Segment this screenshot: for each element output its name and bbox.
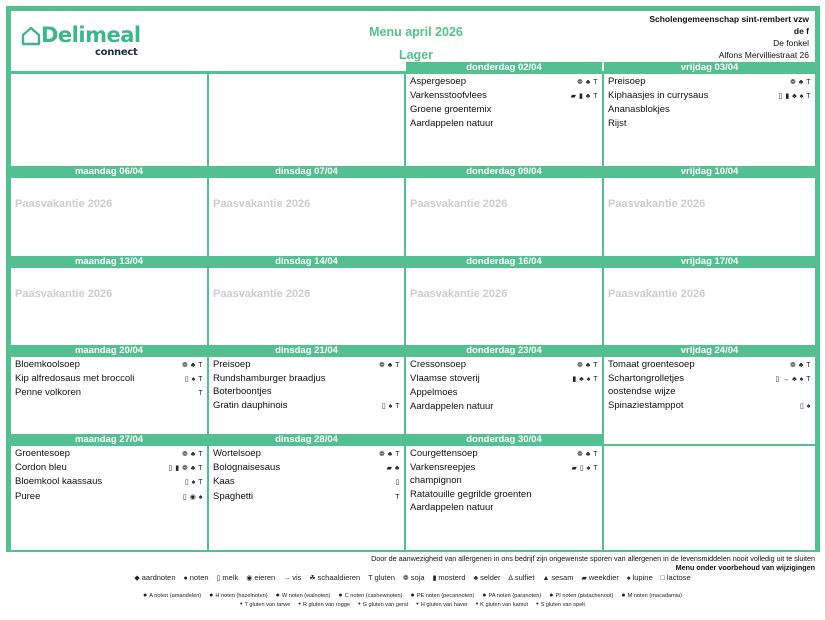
legend-label: eieren: [254, 573, 276, 582]
legend-item: [358, 602, 408, 608]
day-cell: [604, 166, 815, 266]
vacation-label: Paasvakantie 2026: [213, 288, 311, 300]
dish-row: [604, 117, 815, 130]
dish-name: Wortelsoep: [213, 448, 261, 459]
dish-list: [209, 358, 404, 413]
day-header: donderdag 02/04: [406, 62, 602, 74]
legend-item: [542, 573, 573, 582]
dish-name: Bolognaisesaus: [213, 462, 281, 474]
nut-icon: ●: [621, 592, 626, 599]
legend-label: lupine: [632, 573, 653, 582]
dish-name: Aardappelen natuur: [410, 501, 494, 513]
vacation-label: Paasvakantie 2026: [15, 288, 113, 300]
allergen-icons: T: [395, 493, 400, 501]
menu-title: Menu april 2026: [369, 25, 463, 39]
legend-item: [209, 593, 267, 599]
allergen-icons: ▰ ▮ ♣ T: [570, 93, 598, 101]
allergen-icons: ❁ ♣ T: [379, 451, 400, 458]
allergen-icons: ▮ ♣ ♠ T: [572, 376, 598, 384]
fish-icon: →: [283, 575, 291, 582]
gluten-legend: [0, 601, 825, 608]
day-cell: [209, 166, 404, 266]
dish-name: Groentesoep: [15, 448, 70, 459]
legend-label: mosterd: [438, 573, 466, 582]
gluten-icon: •: [298, 601, 301, 608]
legend-item: [536, 602, 585, 608]
legend-item: [581, 573, 618, 582]
nut-icon: ●: [338, 592, 343, 599]
day-header: donderdag 16/04: [406, 256, 602, 268]
crustacean-icon: ☘: [309, 575, 316, 582]
nut-icon: ●: [410, 592, 415, 599]
dish-row: [406, 386, 602, 399]
dish-row: [209, 399, 404, 413]
legend-item: [403, 573, 425, 582]
legend-item: [621, 593, 682, 599]
dish-name: Bloemkoolsoep: [15, 359, 80, 370]
dish-name: Schartongrolletjes oostendse wijze: [608, 373, 685, 398]
dish-name: Boterboontjes: [213, 386, 272, 398]
allergen-icons: ❁ ♣ T: [577, 451, 598, 458]
allergen-icons: ❁ ♣ T: [182, 362, 203, 369]
gluten-icon: •: [240, 601, 243, 608]
allergen-icons: ▯ → ♣ ♠ T: [775, 376, 811, 384]
dish-name: Ananasblokjes: [608, 104, 670, 116]
dish-name: Bloemkool kaassaus: [15, 476, 103, 488]
dish-row: [209, 447, 404, 461]
dish-name: Kiphaasjes in currysaus: [608, 90, 709, 102]
gluten-icon: •: [416, 601, 419, 608]
nut-icon: ●: [183, 575, 188, 582]
dish-row: [406, 501, 602, 514]
legend-label: G gluten van gerst: [362, 602, 409, 608]
legend-label: H noten (hazelnoten): [215, 593, 268, 599]
dish-row: [406, 400, 602, 413]
legend-item: [661, 573, 691, 582]
legend-item: [368, 573, 395, 582]
legend-item: [309, 573, 360, 582]
allergen-icons: ❁ ♣ T: [379, 362, 400, 369]
dish-row: [604, 75, 815, 89]
allergen-icons: ▯ ♠ T: [184, 479, 203, 487]
legend-label: selder: [480, 573, 501, 582]
allergen-icons: ▯ ♠ T: [381, 402, 400, 410]
dish-name: Kaas: [213, 476, 235, 488]
day-header: vrijdag 03/04: [604, 62, 815, 74]
day-cell: [604, 345, 815, 444]
day-cell: [604, 62, 815, 176]
allergen-icons: ▯: [395, 479, 400, 487]
allergen-icons: ▰ ▯ ♠ T: [571, 465, 598, 473]
logo-subtext: connect: [95, 47, 138, 58]
allergen-legend: [0, 573, 825, 582]
legend-item: [283, 573, 301, 582]
legend-label: K gluten van kamut: [480, 602, 529, 608]
legend-label: A noten (amandelen): [149, 593, 202, 599]
legend-label: PE noten (pecannoten): [416, 593, 475, 599]
day-cell: [11, 345, 207, 444]
legend-label: W noten (walnoten): [281, 593, 331, 599]
address-line: De fonkel: [773, 38, 809, 48]
vacation-label: Paasvakantie 2026: [15, 198, 113, 210]
delimeal-logo: [21, 23, 151, 63]
day-cell: [406, 256, 602, 355]
day-cell: [604, 256, 815, 355]
legend-item: [338, 593, 402, 599]
dish-name: Rijst: [608, 117, 627, 129]
vacation-label: Paasvakantie 2026: [608, 198, 706, 210]
allergen-disclaimer: Door de aanwezigheid van allergenen in ons bedrijf zijn ongewenste sporen van allergenen in de levensmiddelen nooit volledig uit te sluiten: [371, 554, 815, 563]
legend-label: schaaldieren: [317, 573, 361, 582]
day-header: maandag 06/04: [11, 166, 207, 178]
day-cell: [209, 434, 404, 550]
vacation-label: Paasvakantie 2026: [608, 288, 706, 300]
dish-row: [406, 447, 602, 461]
legend-label: lactose: [666, 573, 691, 582]
dish-row: [604, 103, 815, 116]
dish-list: [406, 75, 602, 130]
dish-row: [11, 490, 207, 504]
day-cell: [406, 166, 602, 266]
legend-label: weekdier: [588, 573, 619, 582]
address-line: Alfons Mervilliestraat 26: [718, 50, 809, 60]
legend-label: C noten (cashewnoten): [344, 593, 403, 599]
menu-subtitle: Lager: [398, 48, 434, 62]
dish-name: Kip alfredosaus met broccoli: [15, 373, 135, 385]
dish-name: Varkensreepjes champignon: [410, 462, 476, 487]
legend-label: melk: [222, 573, 239, 582]
dish-row: [406, 75, 602, 89]
gluten-icon: •: [536, 601, 539, 608]
legend-item: [246, 573, 275, 582]
dish-list: [406, 447, 602, 514]
dish-row: [406, 358, 602, 372]
day-cell: [11, 74, 207, 176]
dish-name: Vlaamse stoverij: [410, 373, 480, 385]
day-cell: [11, 434, 207, 550]
dish-name: Aardappelen natuur: [410, 117, 494, 129]
dish-row: [406, 372, 602, 386]
legend-item: [184, 573, 209, 582]
lactose-icon: □: [660, 575, 665, 582]
dish-name: Courgettensoep: [410, 448, 478, 459]
dish-name: Puree: [15, 490, 41, 502]
mollusc-icon: ▰: [581, 575, 587, 582]
day-header: vrijdag 10/04: [604, 166, 815, 178]
dish-name: Preisoep: [213, 359, 251, 370]
legend-label: aardnoten: [141, 573, 176, 582]
legend-item: [410, 593, 474, 599]
legend-label: vis: [292, 573, 302, 582]
dish-name: Cressonsoep: [410, 359, 466, 370]
lupin-icon: ♠: [626, 575, 631, 582]
dish-list: [604, 75, 815, 130]
day-cell: [209, 74, 404, 176]
day-cell: [406, 434, 602, 550]
legend-item: [143, 593, 201, 599]
day-header: maandag 27/04: [11, 434, 207, 446]
dish-name: Spinaziestamppot: [608, 399, 684, 411]
logo-text: Delimeal: [41, 23, 141, 47]
legend-label: H gluten van haver: [420, 602, 468, 608]
sulphite-icon: ∆: [508, 575, 513, 582]
day-header: maandag 13/04: [11, 256, 207, 268]
school-short: de f: [793, 26, 809, 36]
allergen-icons: ❁ ♣ T: [577, 362, 598, 369]
legend-label: sulfiet: [514, 573, 535, 582]
day-header: vrijdag 24/04: [604, 345, 815, 357]
allergen-icons: ▯ ▮ ♣ ♠ T: [778, 93, 811, 101]
day-cell: [406, 345, 602, 444]
dish-row: [11, 475, 207, 489]
dish-row: [209, 372, 404, 385]
legend-item: [433, 573, 466, 582]
legend-label: sesam: [551, 573, 574, 582]
allergen-icons: ❁ ♣ T: [182, 451, 203, 458]
celery-icon: ♣: [473, 575, 479, 582]
day-header: donderdag 30/04: [406, 434, 602, 446]
milk-icon: ▯: [216, 575, 221, 582]
dish-name: Penne volkoren: [15, 387, 82, 399]
day-header: dinsdag 14/04: [209, 256, 404, 268]
legend-label: R gluten van rogge: [302, 602, 351, 608]
day-cell: [604, 446, 815, 550]
day-header: dinsdag 21/04: [209, 345, 404, 357]
dish-row: [406, 103, 602, 116]
allergen-icons: ▯ ▮ ❁ ♣ T: [168, 465, 203, 473]
egg-icon: ◉: [246, 575, 253, 582]
allergen-icons: ▯ ◉ ♠: [182, 493, 203, 501]
allergen-icons: ▯ ♠: [799, 402, 811, 410]
dish-row: [11, 372, 207, 386]
menu-note: Menu onder voorbehoud van wijzigingen: [675, 563, 815, 572]
day-header: donderdag 09/04: [406, 166, 602, 178]
allergen-icons: ❁ ♣ T: [790, 362, 811, 369]
day-header: vrijdag 17/04: [604, 256, 815, 268]
school-name: Scholengemeenschap sint-rembert vzw: [649, 14, 809, 24]
nut-icon: ●: [482, 592, 487, 599]
day-cell: [406, 62, 602, 176]
allergen-icons: T: [198, 390, 203, 398]
nut-icon: ●: [143, 592, 148, 599]
day-header: dinsdag 07/04: [209, 166, 404, 178]
legend-item: [549, 593, 613, 599]
dish-row: [209, 461, 404, 475]
legend-label: T gluten van tarwe: [244, 602, 291, 608]
day-header: donderdag 23/04: [406, 345, 602, 357]
legend-label: soja: [410, 573, 425, 582]
nut-icon: ●: [549, 592, 554, 599]
legend-item: [217, 573, 239, 582]
day-cell: [209, 256, 404, 355]
legend-label: M noten (macadamia): [627, 593, 682, 599]
dish-list: [604, 358, 815, 413]
legend-item: [276, 593, 331, 599]
dish-row: [209, 385, 404, 398]
dish-row: [406, 488, 602, 501]
legend-label: PA noten (paranoten): [488, 593, 542, 599]
vacation-label: Paasvakantie 2026: [410, 198, 508, 210]
dish-row: [406, 89, 602, 103]
dish-name: Cordon bleu: [15, 462, 67, 474]
vacation-label: Paasvakantie 2026: [410, 288, 508, 300]
peanut-icon: ◆: [134, 575, 140, 582]
day-header: dinsdag 28/04: [209, 434, 404, 446]
dish-name: Ratatouille gegrilde groenten: [410, 488, 532, 500]
dish-row: [11, 447, 207, 461]
legend-item: [134, 573, 175, 582]
dish-name: Spaghetti: [213, 490, 254, 502]
dish-row: [604, 372, 815, 398]
sesame-icon: ▲: [542, 575, 550, 582]
dish-name: Varkensstoofvlees: [410, 90, 487, 102]
house-logo-icon: [21, 25, 41, 47]
dish-list: [11, 447, 207, 504]
nut-legend: [0, 592, 825, 599]
dish-list: [209, 447, 404, 504]
legend-item: [476, 602, 528, 608]
legend-label: PI noten (pistachenoot): [555, 593, 614, 599]
vacation-label: Paasvakantie 2026: [213, 198, 311, 210]
legend-item: [627, 573, 653, 582]
dish-name: Groene groentemix: [410, 104, 492, 116]
dish-row: [11, 386, 207, 400]
allergen-icons: ❁ ♣ T: [577, 79, 598, 86]
day-cell: [209, 345, 404, 444]
dish-name: Gratin dauphinois: [213, 399, 288, 411]
legend-item: [509, 573, 535, 582]
dish-name: Appelmoes: [410, 387, 458, 399]
dish-name: Rundshamburger braadjus: [213, 373, 326, 385]
day-cell: [11, 256, 207, 355]
allergen-icons: ▰ ♣: [386, 465, 400, 473]
allergen-icons: ❁ ♣ T: [790, 79, 811, 86]
dish-name: Aspergesoep: [410, 76, 466, 87]
dish-row: [604, 399, 815, 413]
nut-icon: ●: [209, 592, 214, 599]
dish-row: [406, 461, 602, 487]
legend-item: [474, 573, 501, 582]
gluten-icon: T: [368, 575, 373, 582]
legend-item: [482, 593, 541, 599]
gluten-icon: •: [358, 601, 361, 608]
dish-list: [11, 358, 207, 401]
soy-icon: ❁: [402, 575, 409, 582]
day-cell: [11, 166, 207, 266]
gluten-icon: •: [475, 601, 479, 608]
mustard-icon: ▮: [432, 575, 437, 582]
legend-item: [240, 602, 290, 608]
dish-row: [209, 358, 404, 372]
legend-label: noten: [189, 573, 209, 582]
dish-row: [11, 461, 207, 475]
dish-row: [209, 475, 404, 489]
legend-item: [298, 602, 350, 608]
allergen-icons: ▯ ♠ T: [184, 376, 203, 384]
dish-row: [209, 490, 404, 504]
dish-row: [604, 358, 815, 372]
legend-label: S gluten van spelt: [540, 602, 585, 608]
dish-name: Aardappelen natuur: [410, 400, 494, 412]
dish-row: [604, 89, 815, 103]
legend-label: gluten: [374, 573, 395, 582]
dish-row: [11, 358, 207, 372]
dish-row: [406, 117, 602, 130]
dish-name: Preisoep: [608, 76, 646, 87]
dish-list: [406, 358, 602, 413]
nut-icon: ●: [275, 592, 280, 599]
dish-name: Tomaat groentesoep: [608, 359, 695, 370]
day-header: maandag 20/04: [11, 345, 207, 357]
legend-item: [416, 602, 467, 608]
